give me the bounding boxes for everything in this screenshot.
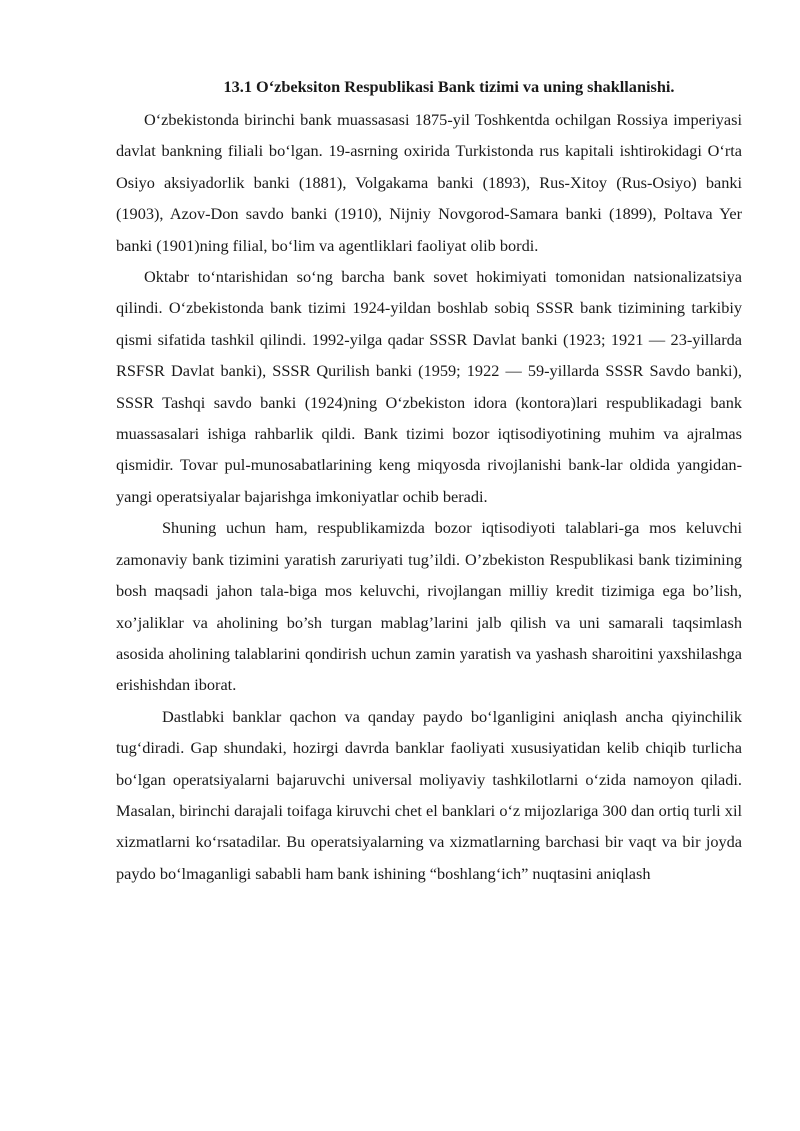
- paragraph-3: Shuning uchun ham, respublikamizda bozor iqtisodiyoti talablari-ga mos keluvchi zamonaviy bank tizimini yaratish zaruriyati tug’ildi. O’zbekiston Respublikasi bank tizimining bosh maqsadi jahon tala-biga mos keluvchi, rivojlangan milliy kredit tizimiga ega bo’lish, xo’jaliklar va aholining bo’sh turgan mablag’larini jalb qilish va uni samarali taqsimlash asosida aholining talablarini qondirish uchun zamin yaratish va yashash sharoitini yaxshilashga erishishdan iborat.: [116, 518, 742, 695]
- paragraph-4: Dastlabki banklar qachon va qanday paydo bo‘lganligini aniqlash ancha qiyinchilik tug‘diradi. Gap shundaki, hozirgi davrda banklar faoliyati xususiyatidan kelib chiqib turlicha bo‘lgan operatsiyalarni bajaruvchi universal moliyaviy tashkilotlarni o‘zida namoyon qiladi. Masalan, birinchi darajali toifaga kiruvchi chet el banklari o‘z mijozlariga 300 dan ortiq turli xil xizmatlarni ko‘rsatadilar. Bu operatsiyalarning va xizmatlarning barchasi bir vaqt va bir joyda paydo bo‘lmaganligi sababli ham bank ishining “boshlang‘ich” nuqtasini aniqlash: [116, 706, 742, 883]
- document-page: [116, 70, 742, 889]
- paragraph-1: O‘zbekistonda birinchi bank muassasasi 1875-yil Toshkentda ochilgan Rossiya imperiyasi davlat bankning filiali bo‘lgan. 19-asrning oxirida Turkistonda rus kapitali ishtirokidagi O‘rta Osiyo aksiyadorlik banki (1881), Volgakama banki (1893), Rus-Xitoy (Rus-Osiyo) banki (1903), Azov-Don savdo banki (1910), Nijniy Novgorod-Samara banki (1899), Poltava Yer banki (1901)ning filial, bo‘lim va agentliklari faoliyat olib bordi.: [116, 110, 742, 255]
- section-title: 13.1 O‘zbeksiton Respublikasi Bank tizimi va uning shakllanishi.: [223, 77, 675, 96]
- paragraph-2: Oktabr to‘ntarishidan so‘ng barcha bank sovet hokimiyati tomonidan natsionalizatsiya qilindi. O‘zbekistonda bank tizimi 1924-yildan boshlab sobiq SSSR bank tizimining tarkibiy qismi sifatida tashkil qilindi. 1992-yilga qadar SSSR Davlat banki (1923; 1921 — 23-yillarda RSFSR Davlat banki), SSSR Qurilish banki (1959; 1922 — 59-yillarda SSSR Savdo banki), SSSR Tashqi savdo banki (1924)ning O‘zbekiston idora (kontora)lari respublikadagi bank muassasalari ishiga rahbarlik qildi. Bank tizimi bozor iqtisodiyotining muhim va ajralmas qismidir. Tovar pul-munosabatlarining keng miqyosda rivojlanishi bank-lar oldida yangidan-yangi operatsiyalar bajarishga imkoniyatlar ochib beradi.: [116, 267, 742, 506]
